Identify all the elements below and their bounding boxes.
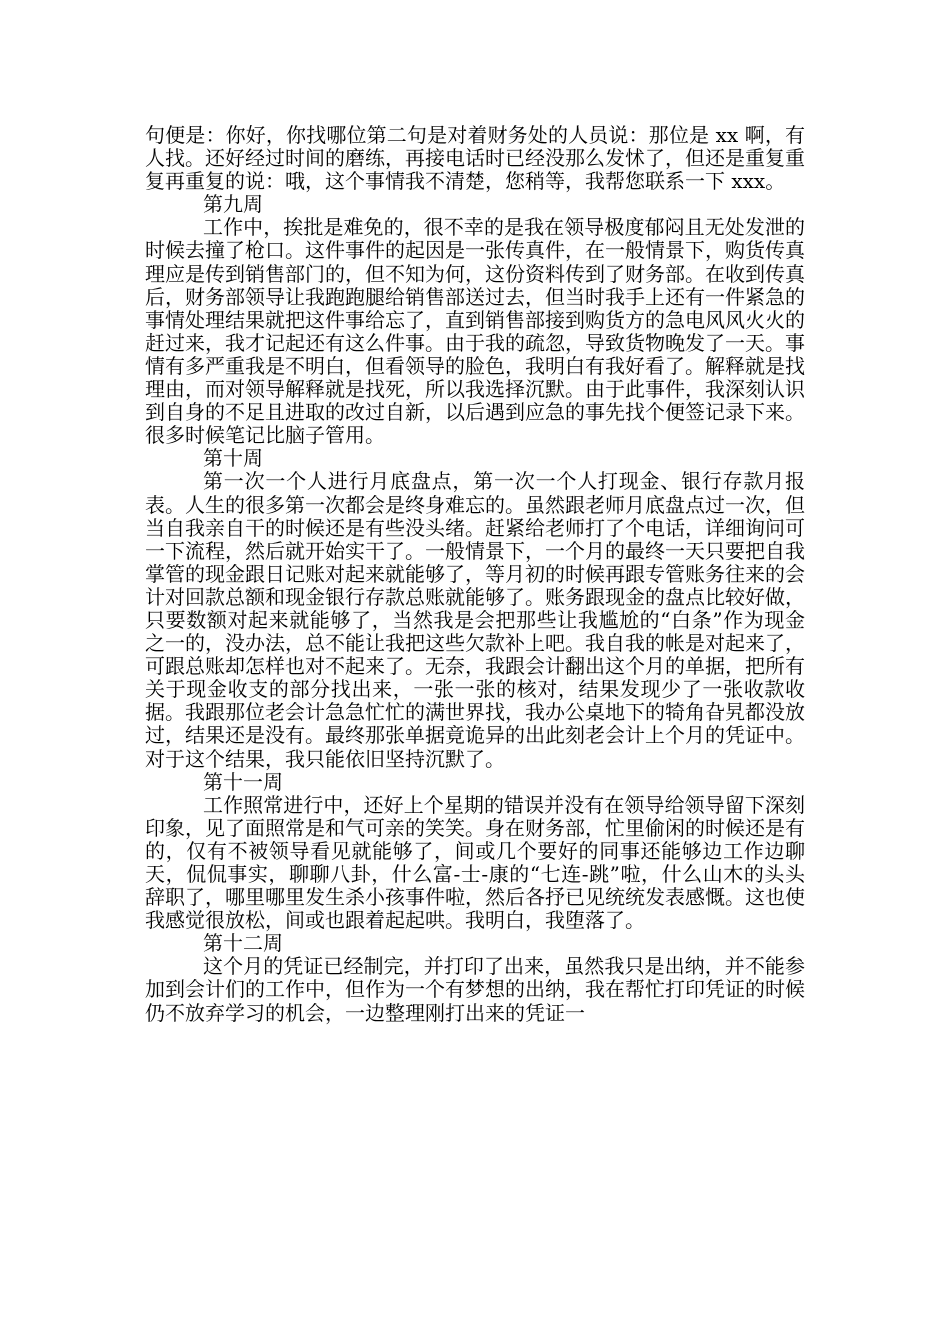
section-heading: 第十周 [203, 446, 263, 471]
section-week-10 [145, 447, 805, 770]
document-page [145, 124, 805, 1025]
section-body: 工作照常进行中，还好上个星期的错误并没有在领导给领导留下深刻印象，见了面照常是和气可亲的笑笑。身在财务部，忙里偷闲的时候还是有的，仅有不被领导看见就能够了，间或几个要好的同事还能够边工作边聊天，侃侃事实，聊聊八卦，什么富-士-康的“七连-跳”啦，什么山木的头头辞职了，哪里哪里发生杀小孩事件啦，然后各抒已见统统发表感慨。这也使我感觉很放松，间或也跟着起起哄。我明白，我堕落了。 [145, 792, 805, 933]
section-week-9 [145, 193, 805, 447]
section-week-11 [145, 771, 805, 933]
intro-paragraph: 句便是：你好，你找哪位第二句是对着财务处的人员说：那位是 xx 啊，有人找。还好经过时间的磨练，再接电话时已经没那么发怵了，但还是重复重复再重复的说：哦，这个事情我不清楚，您稍等，我帮您联系一下 xxx。 [145, 123, 805, 194]
section-week-12 [145, 932, 805, 1024]
section-body: 第一次一个人进行月底盘点，第一次一个人打现金、银行存款月报表。人生的很多第一次都会是终身难忘的。虽然跟老师月底盘点过一次，但当自我亲自干的时候还是有些没头绪。赶紧给老师打了个电话，详细询问可一下流程，然后就开始实干了。一般情景下，一个月的最终一天只要把自我掌管的现金跟日记账对起来就能够了，等月初的时候再跟专管账务往来的会计对回款总额和现金银行存款总账就能够了。账务跟现金的盘点比较好做，只要数额对起来就能够了，当然我是会把那些让我尴尬的“白条”作为现金之一的，没办法，总不能让我把这些欠款补上吧。我自我的帐是对起来了，可跟总账却怎样也对不起来了。无奈，我跟会计翻出这个月的单据，把所有关于现金收支的部分找出来，一张一张的核对，结果发现少了一张收款收据。我跟那位老会计急急忙忙的满世界找，我办公桌地下的犄角旮旯都没放过，结果还是没有。最终那张单据竟诡异的出此刻老会计上个月的凭证中。对于这个结果，我只能依旧坚持沉默了。 [145, 469, 805, 771]
section-heading: 第十二周 [203, 931, 283, 956]
section-body: 这个月的凭证已经制完，并打印了出来，虽然我只是出纳，并不能参加到会计们的工作中，但作为一个有梦想的出纳，我在帮忙打印凭证的时候仍不放弃学习的机会，一边整理刚打出来的凭证一 [145, 954, 805, 1025]
section-body: 工作中，挨批是难免的，很不幸的是我在领导极度郁闷且无处发泄的时候去撞了枪口。这件事件的起因是一张传真件，在一般情景下，购货传真理应是传到销售部门的，但不知为何，这份资料传到了财务部。在收到传真后，财务部领导让我跑跑腿给销售部送过去，但当时我手上还有一件紧急的事情处理结果就把这件事给忘了，直到销售部接到购货方的急电风风火火的赶过来，我才记起还有这么件事。由于我的疏忽，导致货物晚发了一天。事情有多严重我是不明白，但看领导的脸色，我明白有我好看了。解释就是找理由，而对领导解释就是找死，所以我选择沉默。由于此事件，我深刻认识到自身的不足且进取的改过自新，以后遇到应急的事先找个便签记录下来。很多时候笔记比脑子管用。 [145, 215, 805, 448]
section-heading: 第九周 [203, 192, 263, 217]
section-heading: 第十一周 [203, 769, 283, 794]
